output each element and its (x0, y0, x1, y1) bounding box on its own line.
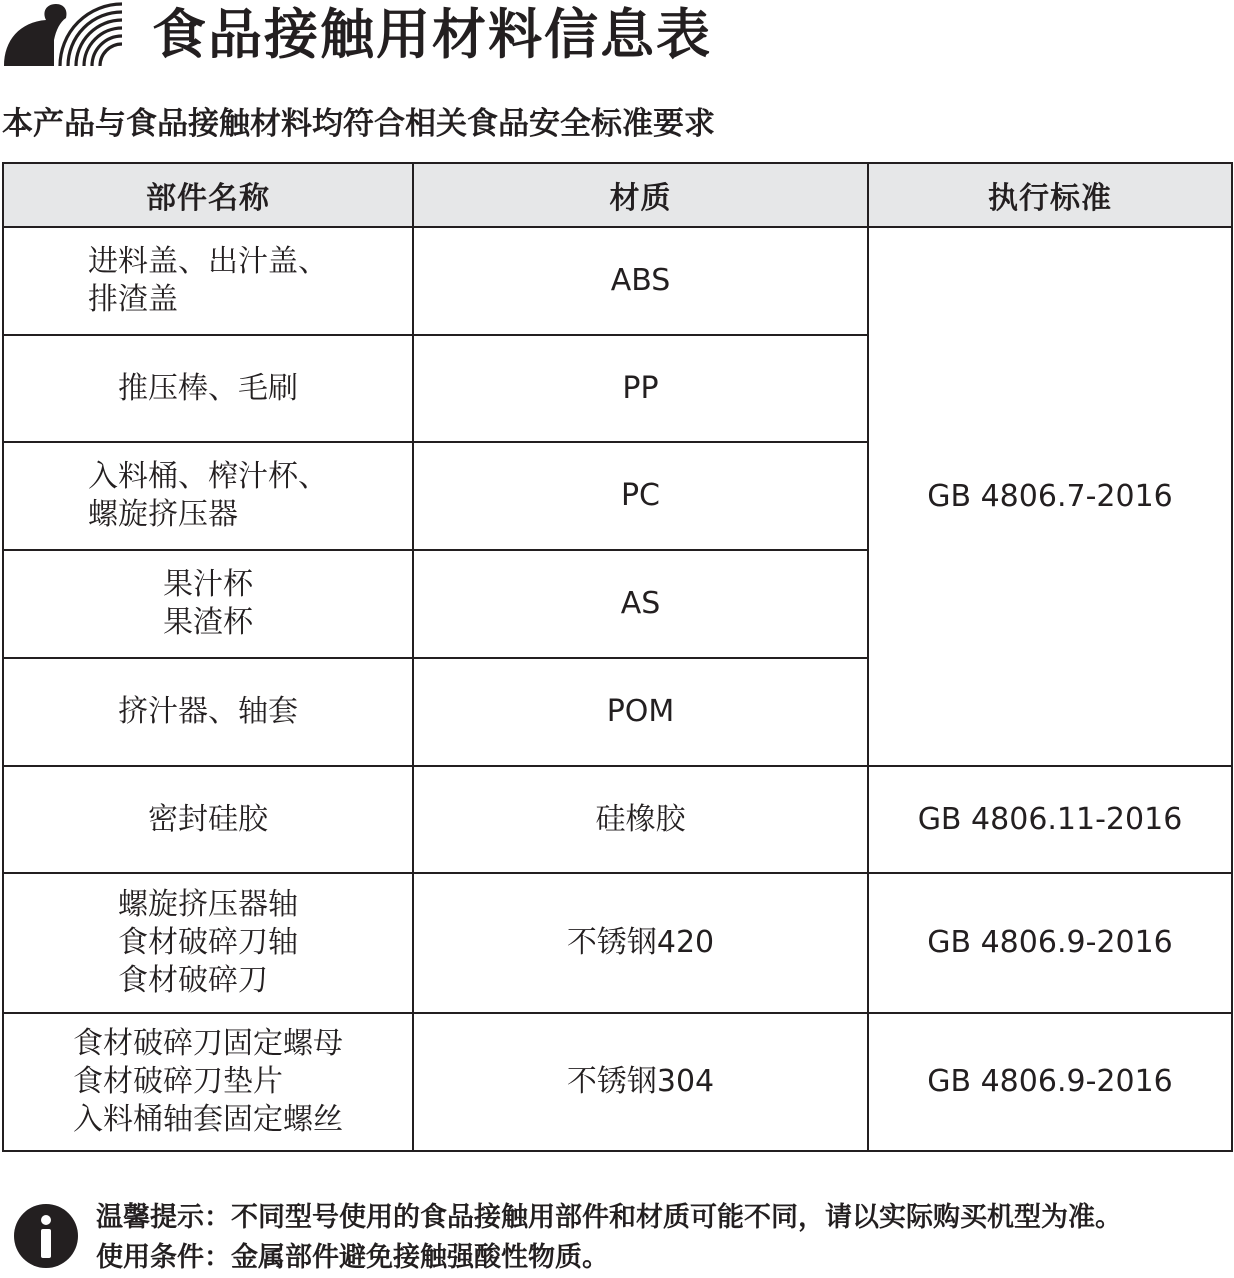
table-row (3, 873, 1232, 1013)
part-name: 密封硅胶 (148, 801, 268, 837)
part-name-cell (3, 335, 413, 442)
part-name: 挤汁器、轴套 (118, 694, 298, 729)
material-cell: 不锈钢304 (413, 1013, 868, 1151)
part-name: 入料桶、榨汁杯、 螺旋挤压器 (88, 459, 328, 532)
tip-notice: 温馨提示：不同型号使用的食品接触用部件和材质可能不同，请以实际购买机型为准。 (96, 1202, 1122, 1233)
part-name-cell (3, 227, 413, 335)
part-name: 食材破碎刀固定螺母 食材破碎刀垫片 入料桶轴套固定螺丝 (73, 1026, 343, 1137)
standard-cell: GB 4806.9-2016 (868, 873, 1232, 1013)
part-name: 进料盖、出汁盖、 排渣盖 (88, 244, 328, 317)
header-standard: 执行标准 (868, 163, 1232, 227)
tips-section (0, 1196, 1234, 1274)
table-header-row (3, 163, 1232, 227)
standard-cell: GB 4806.9-2016 (868, 1013, 1232, 1151)
part-name: 螺旋挤压器轴 食材破碎刀轴 食材破碎刀 (118, 887, 298, 998)
header-part-name: 部件名称 (3, 163, 413, 227)
part-name-cell (3, 658, 413, 766)
material-cell: 硅橡胶 (413, 766, 868, 873)
info-icon (14, 1204, 78, 1268)
part-name-cell (3, 766, 413, 873)
part-name-cell (3, 1013, 413, 1151)
table-row (3, 766, 1232, 873)
standard-cell: GB 4806.11-2016 (868, 766, 1232, 873)
part-name-cell (3, 873, 413, 1013)
page-subtitle: 本产品与食品接触材料均符合相关食品安全标准要求 (2, 106, 715, 142)
header-material: 材质 (413, 163, 868, 227)
material-cell: PC (413, 442, 868, 550)
material-info-table (2, 162, 1233, 1152)
part-name-cell (3, 550, 413, 658)
tip-usage-condition: 使用条件：金属部件避免接触强酸性物质。 (96, 1242, 609, 1273)
page-title: 食品接触用材料信息表 (152, 3, 712, 66)
part-name: 果汁杯 果渣杯 (163, 567, 253, 640)
material-cell: ABS (413, 227, 868, 335)
brand-logo-icon (2, 0, 128, 68)
material-cell: AS (413, 550, 868, 658)
part-name: 推压棒、毛刷 (118, 370, 298, 406)
material-cell: PP (413, 335, 868, 442)
material-cell: 不锈钢420 (413, 873, 868, 1013)
part-name-cell (3, 442, 413, 550)
table-row (3, 227, 1232, 335)
standard-cell-merged: GB 4806.7-2016 (868, 227, 1232, 766)
table-row (3, 1013, 1232, 1151)
material-cell: POM (413, 658, 868, 766)
